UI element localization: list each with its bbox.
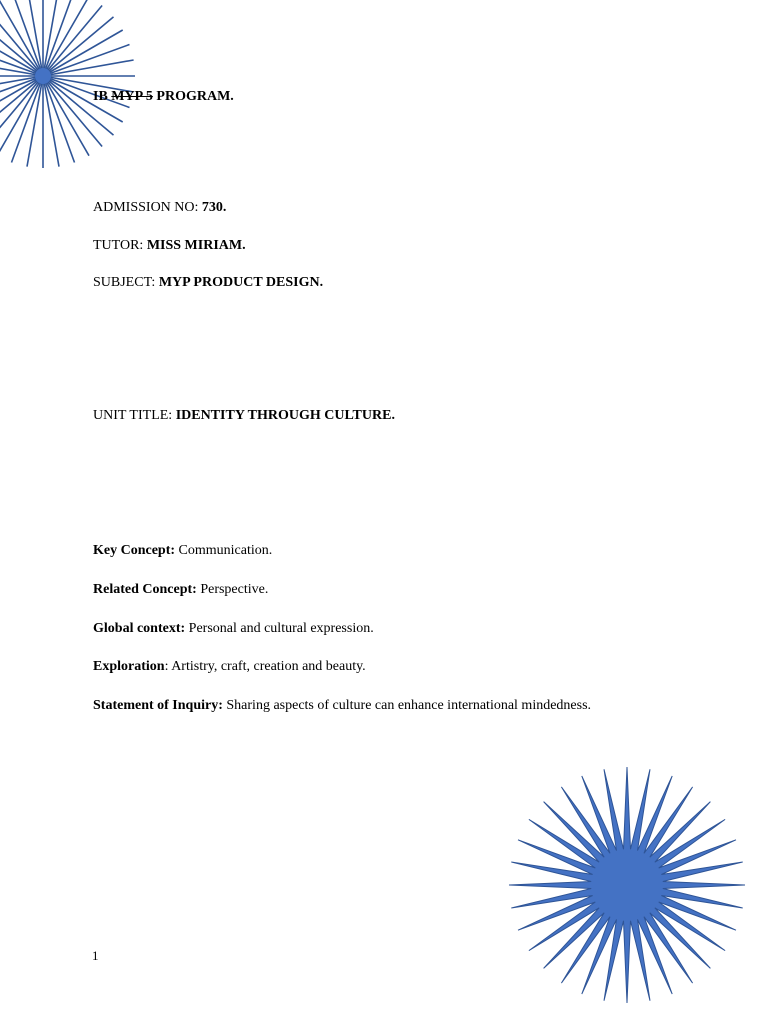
related-concept-label: Related Concept: (93, 582, 197, 597)
unit-title-label: UNIT TITLE: (93, 408, 176, 423)
statement-of-inquiry-line (93, 697, 591, 715)
line-starburst-icon (0, 0, 160, 170)
key-concept-value: Communication. (175, 543, 273, 558)
key-concept-label: Key Concept: (93, 543, 176, 558)
global-context-value: Personal and cultural expression. (185, 621, 374, 636)
filled-starburst-icon (503, 752, 753, 1012)
exploration-value: : Artistry, craft, creation and beauty. (164, 659, 366, 674)
program-prefix: IB (93, 89, 112, 104)
tutor-line (93, 237, 246, 255)
exploration-line (93, 658, 366, 676)
exploration-label: Exploration (93, 659, 165, 674)
statement-of-inquiry-label: Statement of Inquiry: (93, 698, 223, 713)
program-level: MYP 5 (111, 89, 153, 104)
page-number: 1 (92, 948, 99, 963)
statement-of-inquiry-value: Sharing aspects of culture can enhance international mindedness. (222, 698, 592, 713)
subject-value: MYP PRODUCT DESIGN. (158, 275, 324, 290)
related-concept-line (93, 581, 268, 599)
related-concept-value: Perspective. (196, 582, 269, 597)
admission-label: ADMISSION NO: (93, 200, 202, 215)
unit-title-line (93, 407, 395, 425)
tutor-label: TUTOR: (93, 238, 147, 253)
subject-label: SUBJECT: (93, 275, 159, 290)
subject-line (93, 274, 323, 292)
admission-line (93, 199, 226, 217)
global-context-label: Global context: (93, 621, 186, 636)
program-title (93, 88, 234, 106)
unit-title-value: IDENTITY THROUGH CULTURE. (175, 408, 395, 423)
tutor-value: MISS MIRIAM. (146, 238, 246, 253)
admission-value: 730. (201, 200, 227, 215)
key-concept-line (93, 542, 272, 560)
program-suffix: PROGRAM. (152, 89, 234, 104)
global-context-line (93, 620, 374, 638)
